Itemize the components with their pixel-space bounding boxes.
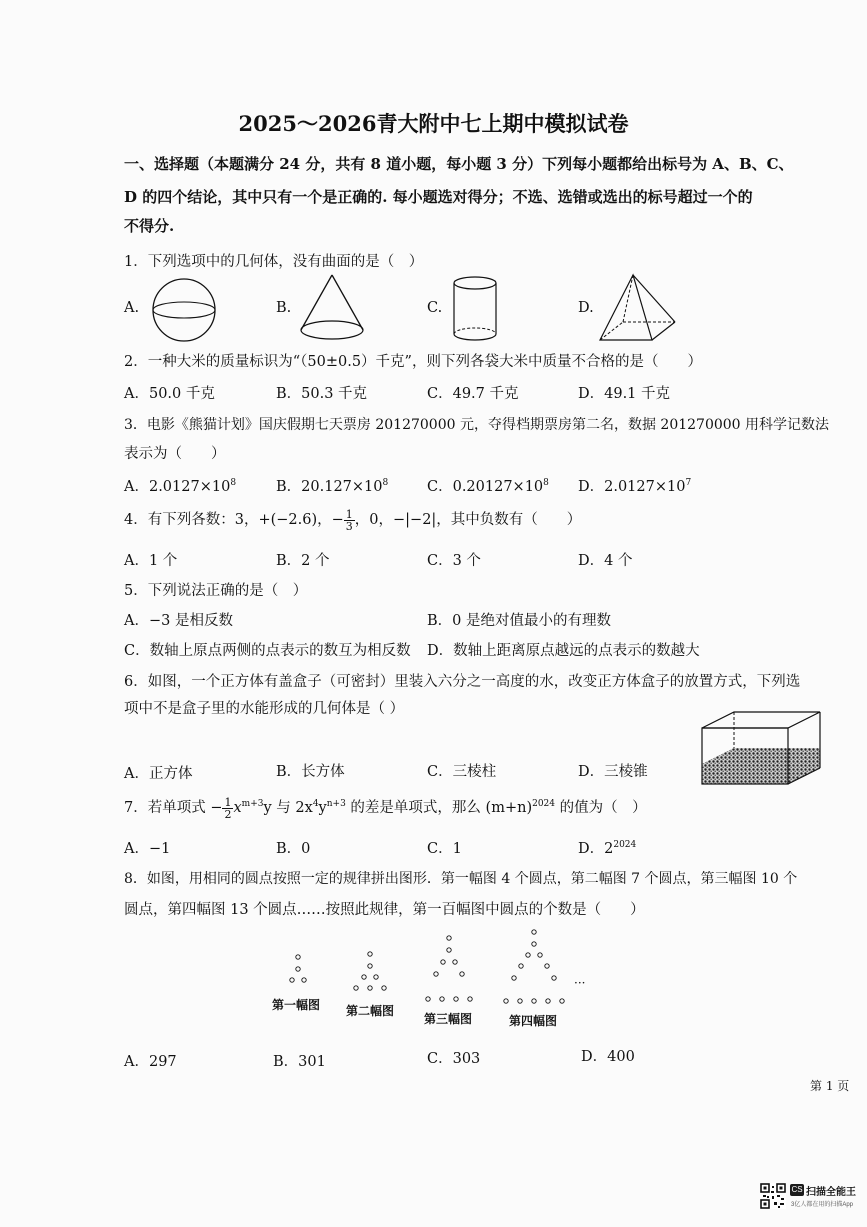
page-title: 2025～2026青大附中七上期中模拟试卷 [238, 111, 629, 136]
q2-option-c: C．49.7 千克 [427, 386, 519, 402]
q3-option-b: B．$20.127\times 10^8$ [276, 478, 389, 495]
scanner-app-tagline: 3亿人都在用的扫描App [791, 1202, 854, 1208]
q5-option-a: A．−3 是相反数 [124, 613, 233, 629]
q8-option-b: B．301 [273, 1054, 326, 1070]
pattern-2-label: 第二幅图 [346, 1004, 395, 1018]
pyramid-figure [597, 272, 679, 344]
question-6-line1: 6．如图，一个正方体有盖盒子（可密封）里装入六分之一高度的水，改变正方体盒子的放置方式，下列选 [124, 674, 801, 690]
scanner-logo-icon: CS [791, 1185, 803, 1194]
question-6-line2: 项中不是盒子里的水能形成的几何体是（ ） [124, 701, 405, 717]
q4-option-b: B．2 个 [276, 553, 330, 569]
pattern-1-label: 第一幅图 [272, 998, 321, 1012]
question-8-line1: 8．如图，用相同的圆点按照一定的规律拼出图形．第一幅图 4 个圆点，第二幅图 7 个圆点，第三幅图 10 个 [124, 871, 798, 887]
cone-figure [297, 272, 367, 344]
q3-option-c: C．$0.20127\times 10^8$ [427, 478, 549, 495]
q7-option-a: A．−1 [124, 841, 171, 857]
q8-option-d: D．400 [581, 1049, 635, 1065]
scanner-app-name: 扫描全能王 [806, 1187, 856, 1198]
question-7: 7．若单项式 − $\frac{1}{2}$ $x^{m+3}y$ 与 $2x^4y^{n+3}$ 的差是单项式，那么 $(m+n)^{2024}$ 的值为（ ） [124, 795, 647, 821]
q3-option-d: D．$2.0127\times 10^7$ [578, 478, 692, 495]
q7-option-d: D．$2^{2024}$ [578, 840, 637, 857]
question-1: 1．下列选项中的几何体，没有曲面的是（ ） [124, 254, 424, 270]
q5-option-b: B．0 是绝对值最小的有理数 [427, 613, 611, 629]
section-instructions-line3: 不得分. [124, 217, 175, 235]
q8-option-a: A．297 [124, 1054, 177, 1070]
qr-code-icon [760, 1183, 786, 1209]
q7-option-b: B．0 [276, 841, 311, 857]
q6-option-d: D．三棱锥 [578, 764, 648, 780]
q5-option-c: C．数轴上原点两侧的点表示的数互为相反数 [124, 643, 411, 659]
cube-with-water-figure [688, 708, 826, 788]
pattern-3-label: 第三幅图 [424, 1012, 473, 1026]
cylinder-figure [449, 274, 501, 344]
q5-option-d: D．数轴上距离原点越远的点表示的数越大 [427, 643, 700, 659]
section-instructions-line2: D 的四个结论，其中只有一个是正确的. 每小题选对得分；不选、选错或选出的标号超过一个的 [124, 188, 753, 206]
q8-option-c: C．303 [427, 1051, 481, 1067]
q1-option-c: C. [427, 300, 443, 316]
question-8-line2: 圆点，第四幅图 13 个圆点……按照此规律，第一百幅图中圆点的个数是（ ） [124, 902, 645, 918]
pattern-ellipsis: ··· [574, 976, 586, 990]
q4-option-d: D．4 个 [578, 553, 633, 569]
q1-option-b: B. [276, 300, 292, 316]
q1-option-d: D. [578, 300, 594, 316]
q2-option-b: B．50.3 千克 [276, 386, 368, 402]
question-5: 5．下列说法正确的是（ ） [124, 583, 308, 599]
section-instructions-line1: 一、选择题（本题满分 24 分，共有 8 道小题，每小题 3 分）下列每小题都给出标号为 A、B、C、 [124, 155, 794, 173]
question-4: 4．有下列各数：3，+(−2.6)，− $\frac{1}{3}$ ，0，−|−2|，其中负数有（ ） [124, 507, 582, 533]
q6-option-a: A．正方体 [124, 766, 193, 782]
sphere-figure [148, 277, 220, 343]
question-3-line1: 3．电影《熊猫计划》国庆假期七天票房 201270000 元，夺得档期票房第二名，数据 201270000 用科学记数法 [124, 417, 830, 433]
pattern-2 [354, 952, 386, 990]
q4-option-a: A．1 个 [124, 553, 178, 569]
question-3-line2: 表示为（ ） [124, 446, 226, 462]
pattern-4 [504, 930, 564, 1003]
pattern-3 [426, 936, 472, 1001]
q2-option-a: A．50.0 千克 [124, 386, 215, 402]
page-number: 第 1 页 [810, 1079, 850, 1093]
pattern-1 [290, 955, 306, 982]
fraction-one-half: $\frac{1}{2}$ [224, 795, 232, 821]
pattern-4-label: 第四幅图 [509, 1014, 558, 1028]
q7-option-c: C．1 [427, 841, 462, 857]
q6-option-b: B．长方体 [276, 764, 345, 780]
q2-option-d: D．49.1 千克 [578, 386, 671, 402]
q4-option-c: C．3 个 [427, 553, 481, 569]
q6-option-c: C．三棱柱 [427, 764, 497, 780]
q3-option-a: A．$2.0127\times 10^8$ [124, 478, 237, 495]
q1-option-a: A. [124, 300, 140, 316]
question-2: 2．一种大米的质量标识为“（50±0.5）千克”，则下列各袋大米中质量不合格的是（ ） [124, 354, 702, 370]
fraction-one-third: $\frac{1}{3}$ [345, 507, 353, 533]
